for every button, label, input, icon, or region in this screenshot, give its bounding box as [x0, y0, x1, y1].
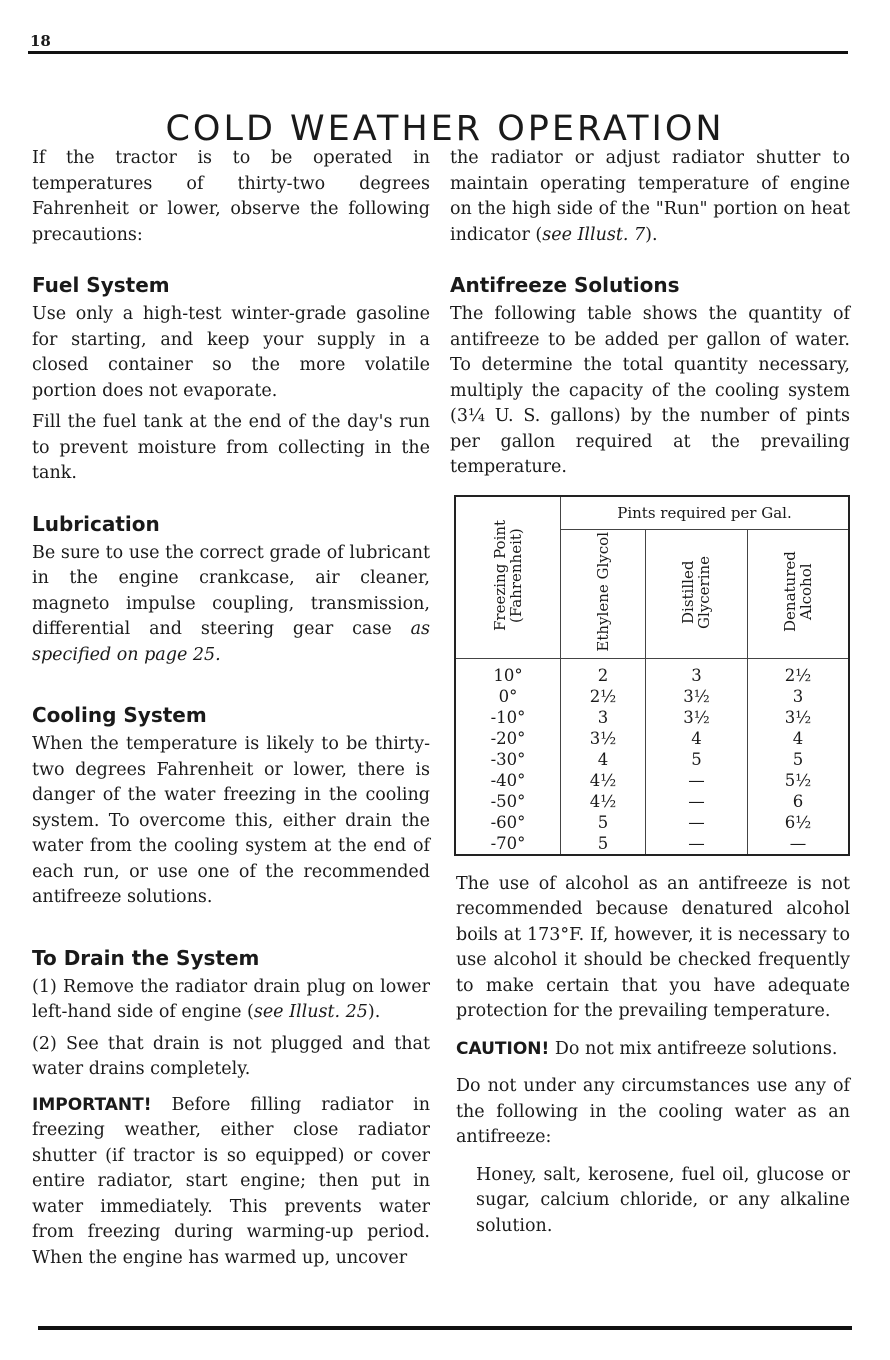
cooling-system-section: [32, 702, 430, 911]
col-header-ethylene: [561, 529, 646, 658]
freezing-point-column: [456, 658, 561, 854]
table-cell: 4: [597, 749, 609, 769]
important-text: Before filling radiator in freezing weather, either close radiator shutter (if tractor is so equipped) or cover entire radiator, start engine; then put in water immediately. This prevents water from freezing during warming-up period. When the engine has warmed up, uncover: [32, 1094, 430, 1268]
continued-text: the radiator or adjust radiator shutter to maintain operating temperature of engine on the high side of the "Run" portion on heat indicator (: [450, 148, 850, 245]
table-cell: 10°: [493, 665, 523, 685]
drain-step-1: [32, 975, 430, 1026]
drain-step-2: (2) See that drain is not plugged and that water drains completely.: [32, 1033, 430, 1079]
intro-paragraph: If the tractor is to be operated in temperatures of thirty-two degrees Fahrenheit or lower, observe the following precautions:: [32, 148, 430, 245]
table-cell: 3½: [784, 707, 812, 727]
antifreeze-table: [454, 495, 850, 856]
table-cell: -50°: [490, 791, 526, 811]
page-title: COLD WEATHER OPERATION: [165, 109, 725, 150]
glycerine-column: [645, 658, 747, 854]
table-cell: 5: [597, 833, 609, 853]
antifreeze-section: [450, 272, 850, 481]
table-body-row: [456, 658, 848, 854]
table-cell: 6½: [784, 812, 812, 832]
col-header-glycerine: [645, 529, 747, 658]
fuel-paragraph-2: Fill the fuel tank at the end of the day's run to prevent moisture from collecting in the tank.: [32, 412, 430, 483]
table-cell: 3½: [589, 728, 617, 748]
important-label: IMPORTANT!: [32, 1094, 152, 1115]
drain-step-1-end: ).: [367, 1002, 381, 1022]
important-paragraph: [32, 1093, 430, 1272]
lubrication-reference: as specified on page 25.: [32, 619, 430, 665]
continued-reference: see Illust. 7: [542, 224, 646, 245]
fuel-paragraph-1: Use only a high-test winter-grade gasoline for starting, and keep your supply in a closed container so the more volatile portion does not evaporate.: [32, 304, 430, 401]
table-cell: —: [688, 812, 705, 832]
table-cell: —: [688, 791, 705, 811]
ethylene-column: [561, 658, 646, 854]
table-cell: —: [688, 833, 705, 853]
table-cell: 3½: [683, 707, 710, 727]
table-cell: 5: [792, 749, 804, 769]
table-cell: 5½: [784, 770, 812, 790]
fuel-system-heading: Fuel System: [32, 273, 170, 297]
antifreeze-heading: Antifreeze Solutions: [450, 273, 680, 297]
table-cell: 4: [792, 728, 804, 748]
col-header-freezing-point-label: Freezing Point (Fahrenheit): [491, 519, 525, 631]
col-header-alcohol: [747, 529, 848, 658]
table-cell: 6: [792, 791, 804, 811]
table-cell: 3: [691, 665, 702, 685]
table-cell: —: [789, 833, 807, 853]
caution-text: Do not mix antifreeze solutions.: [549, 1038, 838, 1059]
page-number: 18: [30, 32, 51, 50]
caution-label: CAUTION!: [456, 1038, 550, 1059]
drain-section: [32, 945, 430, 1272]
table-cell: 2: [597, 665, 609, 685]
continued-end: ).: [645, 224, 658, 245]
table-cell: -10°: [490, 707, 526, 727]
top-rule: [28, 51, 848, 54]
antifreeze-paragraph: The following table shows the quantity of antifreeze to be added per gallon of water. To determine the total quantity necessary, multiply the capacity of the cooling system (3¼ U. S. gallons) by the number of pints per gallon required at the prevailing temperature.: [450, 304, 850, 477]
caution-paragraph: [456, 1037, 850, 1063]
col-header-freezing-point: [456, 497, 561, 659]
table-cell: -60°: [490, 812, 526, 832]
cooling-paragraph: When the temperature is likely to be thirty-two degrees Fahrenheit or lower, there is danger of the water freezing in the cooling system. To overcome this, either drain the water from the cooling system at the end of each run, or use one of the recommended antifreeze solutions.: [32, 734, 430, 907]
lubrication-section: [32, 511, 430, 669]
cooling-system-heading: Cooling System: [32, 703, 207, 727]
drain-step-1-text: (1) Remove the radiator drain plug on lower left-hand side of engine (: [32, 976, 430, 1022]
fuel-system-section: [32, 272, 430, 487]
continued-paragraph: [450, 146, 850, 248]
lubrication-text: Be sure to use the correct grade of lubricant in the engine crankcase, air cleaner, magneto impulse coupling, transmission, differential and steering gear case: [32, 542, 430, 639]
table-cell: -40°: [490, 770, 526, 790]
col-header-glycerine-label: Distilled Glycerine: [679, 554, 714, 629]
drain-heading: To Drain the System: [32, 945, 260, 970]
table-cell: 3: [597, 707, 609, 727]
group-header-pints: Pints required per Gal.: [561, 497, 849, 530]
table-cell: 3: [792, 686, 804, 706]
bottom-rule: [38, 1326, 852, 1330]
table-cell: 4: [691, 728, 702, 748]
left-column: [32, 146, 430, 1271]
alcohol-column: [747, 658, 848, 854]
table-cell: 3½: [683, 686, 710, 706]
donot-paragraph: Do not under any circumstances use any of the following in the cooling water as an antifreeze:: [456, 1076, 850, 1147]
table-cell: 2½: [784, 665, 812, 685]
lubrication-heading: Lubrication: [32, 511, 160, 536]
lubrication-paragraph: [32, 541, 430, 669]
table-cell: 4½: [589, 791, 617, 811]
table-cell: 2½: [589, 686, 617, 706]
table-cell: 0°: [498, 686, 518, 706]
table-cell: —: [688, 770, 705, 790]
right-column: [450, 146, 850, 1239]
col-header-alcohol-label: Denatured Alcohol: [780, 551, 815, 632]
table-cell: 5: [597, 812, 609, 832]
col-header-ethylene-label: Ethylene Glycol: [593, 531, 612, 652]
table-cell: -30°: [490, 749, 526, 769]
drain-step-1-reference: see Illust. 25: [253, 1002, 368, 1022]
table-cell: -70°: [490, 833, 526, 853]
table-cell: 4½: [589, 770, 617, 790]
table-cell: -20°: [490, 728, 526, 748]
alcohol-note: The use of alcohol as an antifreeze is not recommended because denatured alcohol boils at 173°F. If, however, it is necessary to use alcohol it should be checked frequently to make certain that you have adequate protection for the prevailing temperature.: [456, 873, 850, 1021]
table-cell: 5: [691, 749, 702, 769]
prohibited-list: Honey, salt, kerosene, fuel oil, glucose or sugar, calcium chloride, or any alkaline solution.: [476, 1164, 850, 1236]
